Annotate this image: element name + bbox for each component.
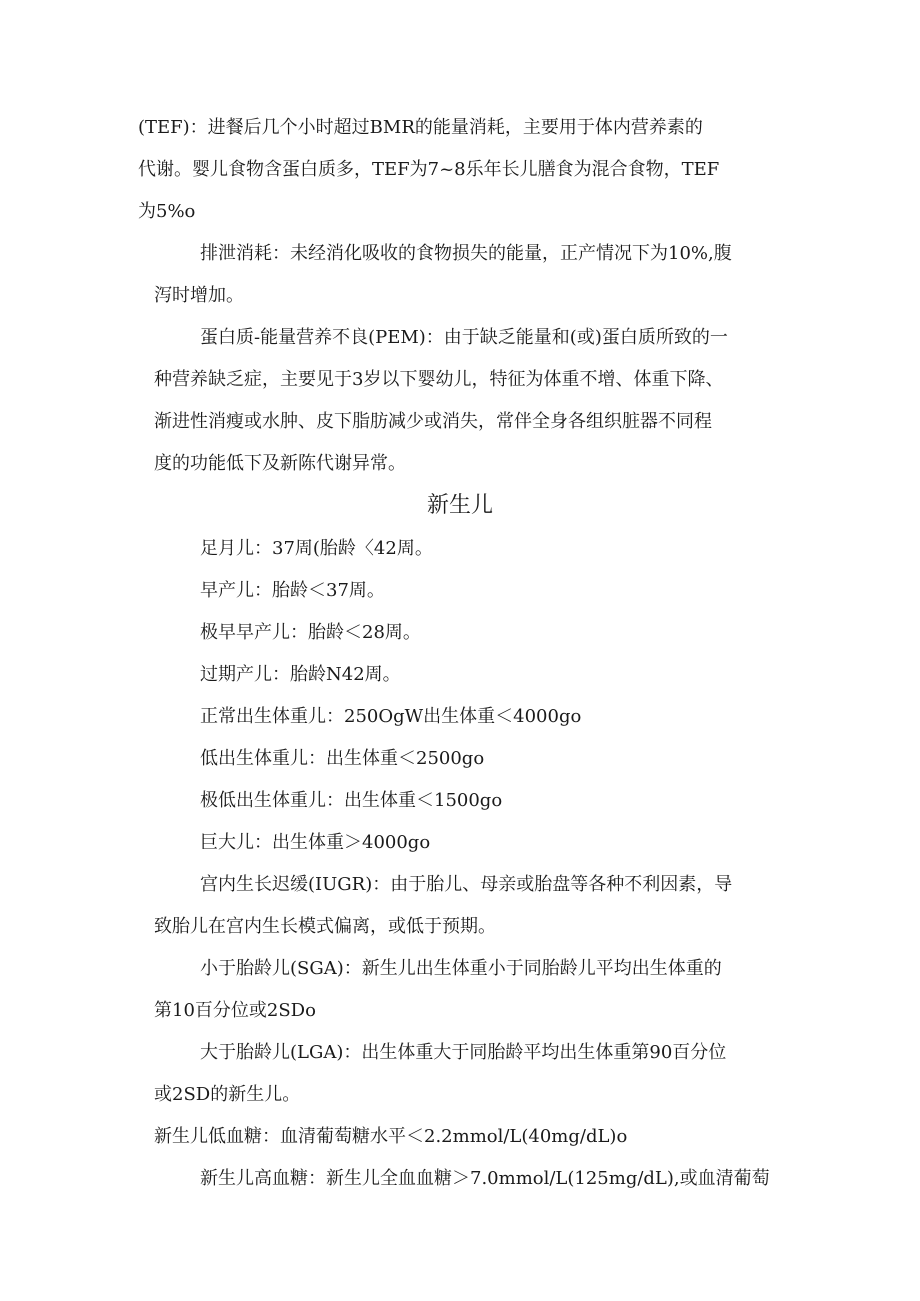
preterm-definition: 早产儿：胎龄＜37周。 [200,580,385,601]
excretion-line-1: 排泄消耗：未经消化吸收的食物损失的能量，正产情况下为10%,腹 [200,243,732,264]
pem-line-4: 度的功能低下及新陈代谢异常。 [154,453,406,474]
section-title-newborn: 新生儿 [426,493,493,518]
full-term-definition: 足月儿：37周(胎龄〈42周。 [200,538,433,559]
hypoglycemia-definition: 新生儿低血糖：血清葡萄糖水平＜2.2mmol/L(40mg/dL)o [154,1126,628,1147]
normal-birth-weight-definition: 正常出生体重儿：250OgW出生体重＜4000go [200,706,582,727]
hyperglycemia-definition: 新生儿高血糖：新生儿全血血糖＞7.0mmol/L(125mg/dL),或血清葡萄 [200,1168,770,1189]
lga-line-2: 或2SD的新生儿。 [154,1084,301,1105]
very-low-birth-weight-definition: 极低出生体重儿：出生体重＜1500go [200,790,503,811]
sga-line-1: 小于胎龄儿(SGA)：新生儿出生体重小于同胎龄儿平均出生体重的 [200,958,722,979]
pem-line-3: 渐进性消瘦或水肿、皮下脂肪减少或消失，常伴全身各组织脏器不同程 [154,411,712,432]
tef-line-1: (TEF)：进餐后几个小时超过BMR的能量消耗，主要用于体内营养素的 [138,117,703,138]
excretion-line-2: 泻时增加。 [154,285,244,306]
post-term-definition: 过期产儿：胎龄N42周。 [200,664,401,685]
low-birth-weight-definition: 低出生体重儿：出生体重＜2500go [200,748,485,769]
tef-line-3: 为5%o [138,201,196,222]
macrosomia-definition: 巨大儿：出生体重＞4000go [200,832,431,853]
iugr-line-1: 宫内生长迟缓(IUGR)：由于胎儿、母亲或胎盘等各种不利因素，导 [200,874,733,895]
pem-line-1: 蛋白质-能量营养不良(PEM)：由于缺乏能量和(或)蛋白质所致的一 [200,327,728,348]
lga-line-1: 大于胎龄儿(LGA)：出生体重大于同胎龄平均出生体重第90百分位 [200,1042,727,1063]
tef-line-2: 代谢。婴儿食物含蛋白质多，TEF为7~8乐年长儿膳食为混合食物，TEF [138,159,720,180]
iugr-line-2: 致胎儿在宫内生长模式偏离，或低于预期。 [154,916,496,937]
pem-line-2: 种营养缺乏症，主要见于3岁以下婴幼儿，特征为体重不增、体重下降、 [154,369,724,390]
sga-line-2: 第10百分位或2SDo [154,1000,316,1021]
very-preterm-definition: 极早早产儿：胎龄＜28周。 [200,622,421,643]
